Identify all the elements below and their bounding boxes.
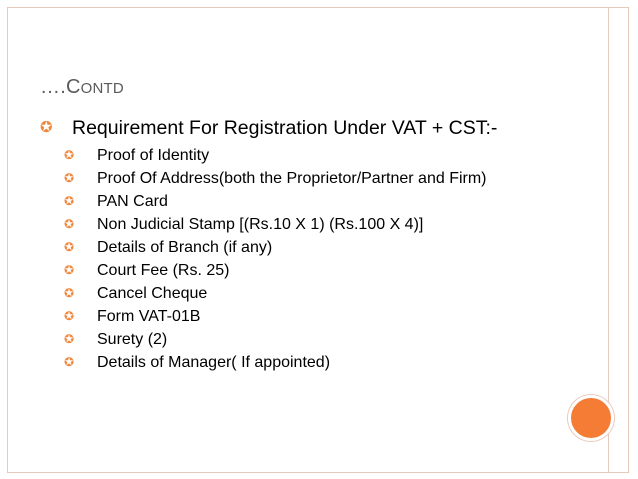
main-bullet-item [40,116,600,140]
list-item-text: Surety (2) [97,331,168,348]
list-item [64,215,507,234]
list-item-text: Proof of Identity [97,147,210,164]
bullet-icon: ✪ [64,194,75,208]
list-item [64,238,507,257]
bullet-icon: ✪ [64,332,75,346]
list-item-text: Details of Manager( If appointed) [97,354,331,371]
list-item [64,330,507,349]
list-item [64,307,507,326]
slide-title-lead: ….C [40,76,81,98]
list-item-text: Cancel Cheque [97,285,208,302]
slide-title-rest: ONTD [80,80,124,97]
list-item-text: PAN Card [97,193,168,210]
list-item [64,284,507,303]
list-item [64,169,507,188]
orange-circle-decoration [568,395,614,441]
list-item [64,353,507,372]
list-item [64,192,507,211]
list-item-text: Form VAT-01B [97,308,201,325]
bullet-icon: ✪ [64,286,75,300]
bullet-icon: ✪ [40,119,53,136]
list-item-text: Court Fee (Rs. 25) [97,262,230,279]
bullet-icon: ✪ [64,171,75,185]
list-item [64,261,507,280]
requirements-list [40,146,600,372]
slide-body [40,116,600,376]
bullet-icon: ✪ [64,148,75,162]
list-item-text: Details of Branch (if any) [97,239,273,256]
bullet-icon: ✪ [64,240,75,254]
list-item-text: Non Judicial Stamp [(Rs.10 X 1) (Rs.100 X 4)] [97,216,424,233]
main-bullet-text: Requirement For Registration Under VAT + CST:- [72,117,498,139]
list-item-text: Proof Of Address(both the Proprietor/Partner and Firm) [97,170,487,187]
list-item [64,146,507,165]
bullet-icon: ✪ [64,217,75,231]
slide-title [40,76,124,99]
bullet-icon: ✪ [64,309,75,323]
bullet-icon: ✪ [64,263,75,277]
bullet-icon: ✪ [64,355,75,369]
